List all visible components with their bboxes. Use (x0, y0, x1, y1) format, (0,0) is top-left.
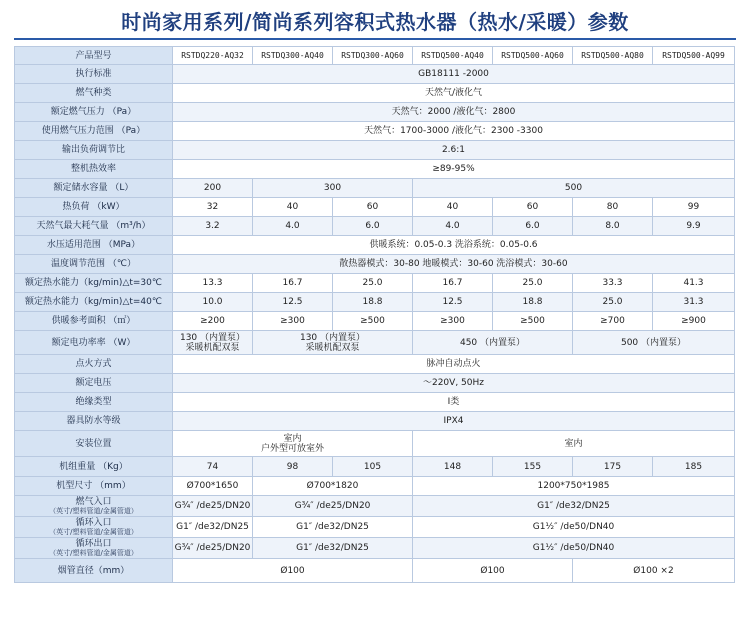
heating-area-cell: ≥200 (173, 312, 253, 331)
max-gas-cell: 6.0 (333, 217, 413, 236)
value-water-pressure: 供暖系统：0.05-0.3 洗浴系统：0.05-0.6 (173, 236, 735, 255)
row-model (15, 47, 735, 65)
page-title (0, 0, 750, 40)
flue-cell: Ø100 ×2 (573, 559, 735, 583)
value-ip-rating: IPX4 (173, 412, 735, 431)
row-circ-inlet (15, 517, 735, 538)
label-ignition: 点火方式 (15, 355, 173, 374)
label-gas-inlet (15, 496, 173, 517)
hot-water-30-cell: 13.3 (173, 274, 253, 293)
row-heat-load (15, 198, 735, 217)
weight-cell: 98 (253, 457, 333, 477)
gas-inlet-cell: G1″ /de32/DN25 (413, 496, 735, 517)
value-load-ratio: 2.6:1 (173, 141, 735, 160)
circ-inlet-cell: G1½″ /de50/DN40 (413, 517, 735, 538)
row-rated-voltage (15, 374, 735, 393)
row-insulation (15, 393, 735, 412)
hot-water-30-cell: 33.3 (573, 274, 653, 293)
label-load-ratio: 输出负荷调节比 (15, 141, 173, 160)
dimensions-cell: Ø700*1650 (173, 477, 253, 496)
row-standard (15, 65, 735, 84)
rated-power-line: 130 （内置泵） (179, 332, 246, 343)
label-circ-inlet (15, 517, 173, 538)
max-gas-cell: 4.0 (253, 217, 333, 236)
heating-area-cell: ≥500 (333, 312, 413, 331)
hot-water-30-cell: 41.3 (653, 274, 735, 293)
row-ip-rating (15, 412, 735, 431)
rated-power-line: 采暖机配双泵 (185, 342, 240, 353)
row-install (15, 431, 735, 457)
heat-load-cell: 60 (333, 198, 413, 217)
row-rated-gas-pressure (15, 103, 735, 122)
model-cell: RSTDQ500-AQ80 (573, 47, 653, 65)
model-cell: RSTDQ500-AQ99 (653, 47, 735, 65)
row-hot-water-30 (15, 274, 735, 293)
model-cell: RSTDQ300-AQ60 (333, 47, 413, 65)
weight-cell: 148 (413, 457, 493, 477)
row-gas-type (15, 84, 735, 103)
value-standard: GB18111 -2000 (173, 65, 735, 84)
label-heating-area: 供暖参考面积 （㎡） (15, 312, 173, 331)
row-load-ratio (15, 141, 735, 160)
rated-power-cell (253, 331, 413, 355)
row-ignition (15, 355, 735, 374)
max-gas-cell: 8.0 (573, 217, 653, 236)
hot-water-40-cell: 18.8 (493, 293, 573, 312)
label-install: 安装位置 (15, 431, 173, 457)
row-gas-pressure-range (15, 122, 735, 141)
value-gas-pressure-range: 天然气：1700-3000 /液化气：2300 -3300 (173, 122, 735, 141)
label-dimensions: 机型尺寸 （mm） (15, 477, 173, 496)
heating-area-cell: ≥700 (573, 312, 653, 331)
row-max-gas (15, 217, 735, 236)
hot-water-30-cell: 25.0 (493, 274, 573, 293)
capacity-cell: 500 (413, 179, 735, 198)
label-circ-outlet (15, 538, 173, 559)
row-heating-area (15, 312, 735, 331)
hot-water-30-cell: 25.0 (333, 274, 413, 293)
label-gas-type: 燃气种类 (15, 84, 173, 103)
max-gas-cell: 6.0 (493, 217, 573, 236)
label-water-pressure: 水压适用范围 （MPa） (15, 236, 173, 255)
rated-power-cell: 500 （内置泵） (573, 331, 735, 355)
heating-area-cell: ≥500 (493, 312, 573, 331)
label-hot-water-30: 额定热水能力（kg/min)△t=30℃ (15, 274, 173, 293)
circ-inlet-cell: G1″ /de32/DN25 (173, 517, 253, 538)
title-underline (14, 38, 736, 40)
capacity-cell: 200 (173, 179, 253, 198)
label-rated-voltage: 额定电压 (15, 374, 173, 393)
label-capacity: 额定储水容量 （L） (15, 179, 173, 198)
circ-outlet-cell: G¾″ /de25/DN20 (173, 538, 253, 559)
label-rated-power: 额定电功率率 （W） (15, 331, 173, 355)
label-gas-inlet-main: 燃气入口 (75, 497, 112, 507)
dimensions-cell: 1200*750*1985 (413, 477, 735, 496)
label-heat-load: 热负荷 （kW） (15, 198, 173, 217)
value-efficiency: ≥89-95% (173, 160, 735, 179)
model-cell: RSTDQ220-AQ32 (173, 47, 253, 65)
capacity-cell: 300 (253, 179, 413, 198)
label-standard: 执行标准 (15, 65, 173, 84)
label-gas-pressure-range: 使用燃气压力范围 （Pa） (15, 122, 173, 141)
dimensions-cell: Ø700*1820 (253, 477, 413, 496)
circ-outlet-cell: G1″ /de32/DN25 (253, 538, 413, 559)
circ-inlet-cell: G1″ /de32/DN25 (253, 517, 413, 538)
label-model: 产品型号 (15, 47, 173, 65)
flue-cell: Ø100 (413, 559, 573, 583)
gas-inlet-cell: G¾″ /de25/DN20 (253, 496, 413, 517)
rated-power-line: 采暖机配双泵 (305, 342, 360, 353)
weight-cell: 105 (333, 457, 413, 477)
model-cell: RSTDQ300-AQ40 (253, 47, 333, 65)
label-temp-range: 温度调节范围 （℃） (15, 255, 173, 274)
value-ignition: 脉冲自动点火 (173, 355, 735, 374)
hot-water-40-cell: 12.5 (413, 293, 493, 312)
install-line: 室内 (283, 433, 302, 444)
label-gas-inlet-note: （英寸/塑料管道/金属管道） (49, 507, 138, 515)
hot-water-40-cell: 10.0 (173, 293, 253, 312)
heat-load-cell: 60 (493, 198, 573, 217)
row-hot-water-40 (15, 293, 735, 312)
label-circ-outlet-note: （英寸/塑料管道/金属管道） (49, 549, 138, 557)
spec-table (14, 46, 735, 583)
heating-area-cell: ≥300 (253, 312, 333, 331)
label-insulation: 绝缘类型 (15, 393, 173, 412)
circ-outlet-cell: G1½″ /de50/DN40 (413, 538, 735, 559)
hot-water-40-cell: 18.8 (333, 293, 413, 312)
row-rated-power (15, 331, 735, 355)
row-dimensions (15, 477, 735, 496)
install-cell: 室内 (413, 431, 735, 457)
row-weight (15, 457, 735, 477)
install-line: 户外型可放室外 (260, 443, 324, 454)
hot-water-40-cell: 25.0 (573, 293, 653, 312)
label-hot-water-40: 额定热水能力（kg/min)△t=40℃ (15, 293, 173, 312)
row-water-pressure (15, 236, 735, 255)
row-temp-range (15, 255, 735, 274)
heat-load-cell: 40 (413, 198, 493, 217)
heating-area-cell: ≥900 (653, 312, 735, 331)
max-gas-cell: 4.0 (413, 217, 493, 236)
label-max-gas: 天然气最大耗气量 （m³/h） (15, 217, 173, 236)
label-weight: 机组重量 （Kg） (15, 457, 173, 477)
value-gas-type: 天然气/液化气 (173, 84, 735, 103)
rated-power-cell: 450 （内置泵） (413, 331, 573, 355)
weight-cell: 155 (493, 457, 573, 477)
flue-cell: Ø100 (173, 559, 413, 583)
value-rated-voltage: ～220V, 50Hz (173, 374, 735, 393)
hot-water-40-cell: 12.5 (253, 293, 333, 312)
label-efficiency: 整机热效率 (15, 160, 173, 179)
install-cell (173, 431, 413, 457)
model-cell: RSTDQ500-AQ60 (493, 47, 573, 65)
label-rated-gas-pressure: 额定燃气压力 （Pa） (15, 103, 173, 122)
max-gas-cell: 9.9 (653, 217, 735, 236)
label-circ-outlet-main: 循环出口 (75, 539, 112, 549)
gas-inlet-cell: G¾″ /de25/DN20 (173, 496, 253, 517)
heat-load-cell: 32 (173, 198, 253, 217)
label-ip-rating: 器具防水等级 (15, 412, 173, 431)
row-capacity (15, 179, 735, 198)
weight-cell: 74 (173, 457, 253, 477)
row-gas-inlet (15, 496, 735, 517)
label-flue: 烟管直径（mm） (15, 559, 173, 583)
value-insulation: I类 (173, 393, 735, 412)
hot-water-30-cell: 16.7 (253, 274, 333, 293)
rated-power-line: 130 （内置泵） (299, 332, 366, 343)
weight-cell: 185 (653, 457, 735, 477)
hot-water-30-cell: 16.7 (413, 274, 493, 293)
heat-load-cell: 99 (653, 198, 735, 217)
row-circ-outlet (15, 538, 735, 559)
row-efficiency (15, 160, 735, 179)
max-gas-cell: 3.2 (173, 217, 253, 236)
weight-cell: 175 (573, 457, 653, 477)
row-flue (15, 559, 735, 583)
model-cell: RSTDQ500-AQ40 (413, 47, 493, 65)
heating-area-cell: ≥300 (413, 312, 493, 331)
heat-load-cell: 40 (253, 198, 333, 217)
value-temp-range: 散热器模式：30-80 地暖模式：30-60 洗浴模式：30-60 (173, 255, 735, 274)
heat-load-cell: 80 (573, 198, 653, 217)
rated-power-cell (173, 331, 253, 355)
title-text: 时尚家用系列/简尚系列容积式热水器（热水/采暖）参数 (121, 9, 629, 34)
label-circ-inlet-note: （英寸/塑料管道/金属管道） (49, 528, 138, 536)
label-circ-inlet-main: 循环入口 (75, 518, 112, 528)
hot-water-40-cell: 31.3 (653, 293, 735, 312)
value-rated-gas-pressure: 天然气：2000 /液化气：2800 (173, 103, 735, 122)
